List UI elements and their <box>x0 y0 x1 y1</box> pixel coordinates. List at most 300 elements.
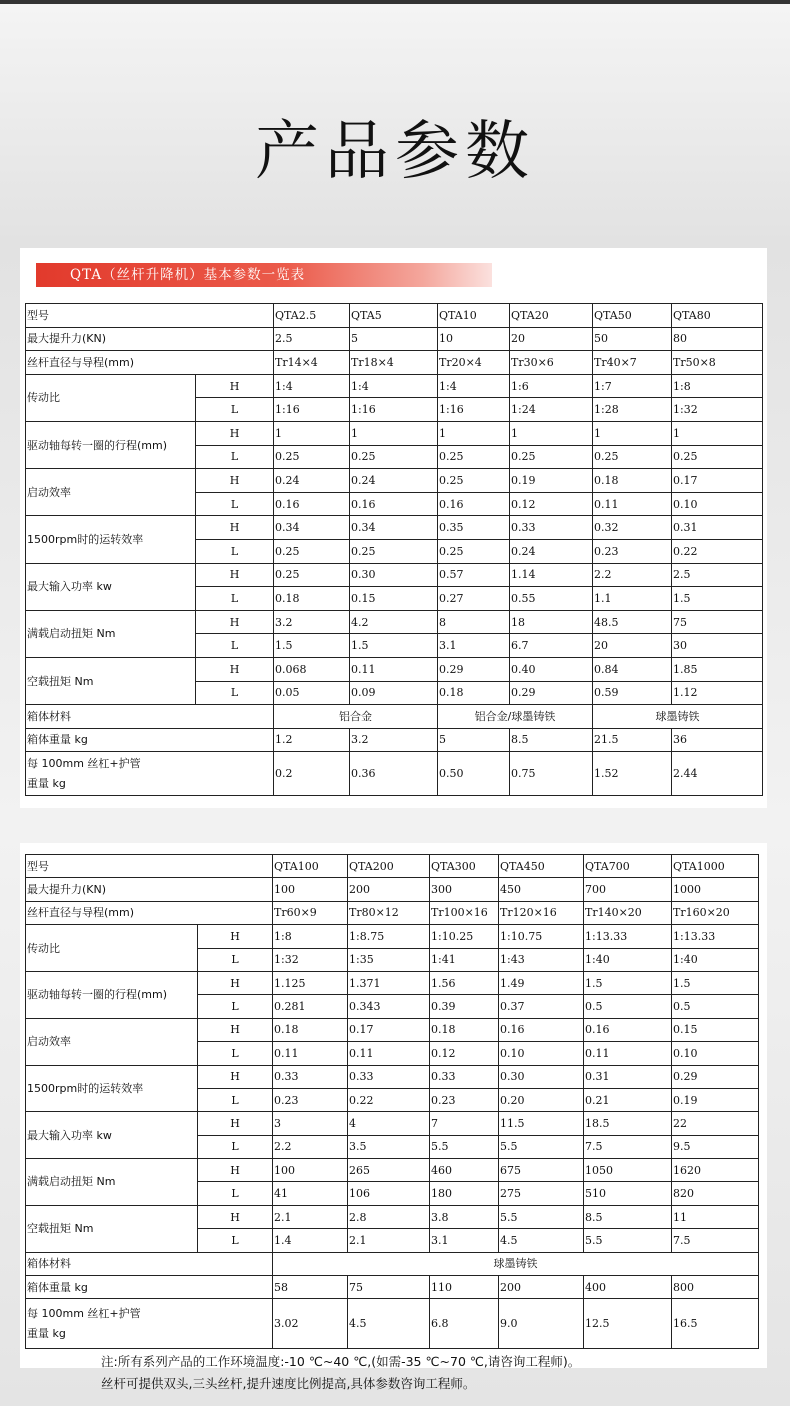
model-cell: QTA1000 <box>672 855 759 878</box>
table-cell: 100 <box>273 1159 348 1182</box>
table-cell: 700 <box>584 878 672 901</box>
table-cell: 0.11 <box>350 657 438 681</box>
note-line: 注:所有系列产品的工作环境温度:-10 ℃~40 ℃,(如需-35 ℃~70 ℃,请咨询工程师)。 <box>101 1354 581 1369</box>
table-cell: 9.5 <box>672 1135 759 1158</box>
table-cell: 18.5 <box>584 1112 672 1135</box>
table-cell: 0.36 <box>350 752 438 796</box>
table-cell: 460 <box>430 1159 499 1182</box>
table-cell: 450 <box>499 878 584 901</box>
table-cell: 3.1 <box>430 1229 499 1252</box>
hl-label: L <box>198 1135 273 1158</box>
model-cell: QTA700 <box>584 855 672 878</box>
table-cell: 1 <box>593 421 672 445</box>
table-cell: 0.25 <box>350 539 438 563</box>
table-cell: 1.5 <box>350 634 438 658</box>
table-cell: 265 <box>348 1159 430 1182</box>
table-cell: 1 <box>510 421 593 445</box>
table-cell: 820 <box>672 1182 759 1205</box>
model-cell: QTA2.5 <box>274 304 350 328</box>
hl-label: H <box>198 925 273 948</box>
table-cell: 0.55 <box>510 587 593 611</box>
table-cell: 7 <box>430 1112 499 1135</box>
table-cell: 1 <box>672 421 763 445</box>
table-cell: 0.10 <box>672 1042 759 1065</box>
table-cell: 0.17 <box>348 1018 430 1041</box>
table-cell: 18 <box>510 610 593 634</box>
table-row <box>26 705 763 729</box>
table-cell: 2.8 <box>348 1205 430 1228</box>
table-cell: 0.20 <box>499 1088 584 1111</box>
row-label: 箱体重量 kg <box>26 728 274 752</box>
table-row <box>26 516 763 540</box>
table-cell: 0.34 <box>274 516 350 540</box>
table-cell: 0.11 <box>348 1042 430 1065</box>
table-cell: 0.17 <box>672 469 763 493</box>
table-cell: Tr120×16 <box>499 901 584 924</box>
table-cell: 0.22 <box>672 539 763 563</box>
model-cell: QTA300 <box>430 855 499 878</box>
table-cell: 0.23 <box>593 539 672 563</box>
table-banner: QTA（丝杆升降机）基本参数一览表 <box>36 263 492 287</box>
table-cell: 1.5 <box>672 971 759 994</box>
material-cell: 铝合金/球墨铸铁 <box>438 705 593 729</box>
table-cell: 0.25 <box>672 445 763 469</box>
table-cell: 0.24 <box>350 469 438 493</box>
table-cell: 1:16 <box>438 398 510 422</box>
table-cell: 1:13.33 <box>584 925 672 948</box>
table-cell: 0.10 <box>672 492 763 516</box>
table-cell: 0.25 <box>510 445 593 469</box>
row-label: 箱体材料 <box>26 1252 273 1275</box>
table-cell: Tr160×20 <box>672 901 759 924</box>
table-row <box>26 1252 759 1275</box>
table-cell: 0.50 <box>438 752 510 796</box>
table-row <box>26 878 759 901</box>
hl-label: H <box>198 1159 273 1182</box>
row-label: 驱动轴每转一圈的行程(mm) <box>26 421 196 468</box>
hl-label: L <box>198 948 273 971</box>
hl-label: L <box>198 1042 273 1065</box>
hl-label: L <box>196 539 274 563</box>
table-row <box>26 752 763 796</box>
table-cell: 1 <box>274 421 350 445</box>
table-cell: 0.33 <box>273 1065 348 1088</box>
table-cell: 1:16 <box>274 398 350 422</box>
table-cell: 41 <box>273 1182 348 1205</box>
hl-label: L <box>198 1229 273 1252</box>
table-cell: Tr14×4 <box>274 351 350 375</box>
table-cell: 1.56 <box>430 971 499 994</box>
table-cell: 1.49 <box>499 971 584 994</box>
table-cell: 1.4 <box>273 1229 348 1252</box>
table-cell: 0.18 <box>273 1018 348 1041</box>
table-row <box>26 901 759 924</box>
table-cell: 1:7 <box>593 374 672 398</box>
table-cell: 1:4 <box>350 374 438 398</box>
table-cell: Tr100×16 <box>430 901 499 924</box>
table-cell: 1:35 <box>348 948 430 971</box>
table-cell: 0.29 <box>510 681 593 705</box>
material-cell: 球墨铸铁 <box>273 1252 759 1275</box>
table-cell: 75 <box>672 610 763 634</box>
table-row <box>26 1065 759 1088</box>
table-cell: 1.5 <box>584 971 672 994</box>
table-row <box>26 304 763 328</box>
table-cell: 0.12 <box>510 492 593 516</box>
table-cell: 5.5 <box>499 1205 584 1228</box>
table-cell: 3.2 <box>274 610 350 634</box>
table-cell: 0.16 <box>584 1018 672 1041</box>
table-cell: 3 <box>273 1112 348 1135</box>
table-row <box>26 1299 759 1349</box>
table-cell: 4 <box>348 1112 430 1135</box>
table-cell: 0.15 <box>350 587 438 611</box>
table-cell: 0.33 <box>348 1065 430 1088</box>
table-cell: 0.57 <box>438 563 510 587</box>
table-cell: 1:13.33 <box>672 925 759 948</box>
table-cell: 1.125 <box>273 971 348 994</box>
table-cell: 0.343 <box>348 995 430 1018</box>
model-cell: QTA10 <box>438 304 510 328</box>
row-label: 最大提升力(KN) <box>26 327 274 351</box>
row-label: 1500rpm时的运转效率 <box>26 516 196 563</box>
table-cell: 1.5 <box>672 587 763 611</box>
table-cell: 0.22 <box>348 1088 430 1111</box>
table-cell: 0.281 <box>273 995 348 1018</box>
table-cell: 50 <box>593 327 672 351</box>
table-cell: 110 <box>430 1276 499 1299</box>
table-cell: 0.18 <box>430 1018 499 1041</box>
row-label: 型号 <box>26 855 273 878</box>
table-cell: 1:16 <box>350 398 438 422</box>
table-row <box>26 610 763 634</box>
table-cell: 8.5 <box>510 728 593 752</box>
table-cell: 1:6 <box>510 374 593 398</box>
table-cell: 0.23 <box>273 1088 348 1111</box>
table-cell: 2.5 <box>274 327 350 351</box>
table-cell: 0.09 <box>350 681 438 705</box>
table-cell: 1.1 <box>593 587 672 611</box>
table-cell: 2.2 <box>593 563 672 587</box>
table-cell: 0.16 <box>499 1018 584 1041</box>
table-cell: Tr80×12 <box>348 901 430 924</box>
table-row <box>26 1159 759 1182</box>
hl-label: L <box>196 492 274 516</box>
table-cell: 0.25 <box>593 445 672 469</box>
hl-label: L <box>196 587 274 611</box>
table-cell: 12.5 <box>584 1299 672 1349</box>
table-cell: 0.21 <box>584 1088 672 1111</box>
table-cell: 1050 <box>584 1159 672 1182</box>
table-cell: 36 <box>672 728 763 752</box>
row-label: 型号 <box>26 304 274 328</box>
table-cell: 2.1 <box>273 1205 348 1228</box>
model-cell: QTA50 <box>593 304 672 328</box>
table-cell: 9.0 <box>499 1299 584 1349</box>
table-cell: 1:8 <box>672 374 763 398</box>
model-cell: QTA20 <box>510 304 593 328</box>
table-cell: 1.12 <box>672 681 763 705</box>
table-cell: 180 <box>430 1182 499 1205</box>
hl-label: H <box>198 971 273 994</box>
table-cell: 0.25 <box>274 539 350 563</box>
table-cell: 1:43 <box>499 948 584 971</box>
table-cell: 1.52 <box>593 752 672 796</box>
table-row <box>26 971 759 994</box>
table-cell: 5.5 <box>499 1135 584 1158</box>
table-cell: 1.5 <box>274 634 350 658</box>
row-label: 传动比 <box>26 925 198 972</box>
table-cell: 10 <box>438 327 510 351</box>
table-cell: 20 <box>593 634 672 658</box>
table-cell: 22 <box>672 1112 759 1135</box>
row-label: 启动效率 <box>26 1018 198 1065</box>
hl-label: H <box>196 657 274 681</box>
table-cell: 21.5 <box>593 728 672 752</box>
table-cell: 8.5 <box>584 1205 672 1228</box>
model-cell: QTA450 <box>499 855 584 878</box>
table-row <box>26 1018 759 1041</box>
row-label <box>26 1299 273 1349</box>
table-cell: 0.31 <box>584 1065 672 1088</box>
table-cell: 1:8.75 <box>348 925 430 948</box>
table-cell: 1.14 <box>510 563 593 587</box>
table-cell: 0.18 <box>438 681 510 705</box>
row-label: 箱体材料 <box>26 705 274 729</box>
table-cell: 4.5 <box>499 1229 584 1252</box>
table-cell: 0.16 <box>438 492 510 516</box>
table-cell: 1.2 <box>274 728 350 752</box>
table-cell: 510 <box>584 1182 672 1205</box>
model-cell: QTA5 <box>350 304 438 328</box>
table-cell: 0.30 <box>350 563 438 587</box>
table-cell: 2.2 <box>273 1135 348 1158</box>
table-cell: 1.85 <box>672 657 763 681</box>
hl-label: H <box>198 1065 273 1088</box>
spec-table-1 <box>25 303 763 796</box>
table-cell: 0.25 <box>438 469 510 493</box>
table-cell: 1.371 <box>348 971 430 994</box>
row-label-line: 重量 kg <box>27 1326 66 1340</box>
hl-label: H <box>196 374 274 398</box>
table-cell: 3.5 <box>348 1135 430 1158</box>
table-cell: 0.31 <box>672 516 763 540</box>
table-cell: 2.1 <box>348 1229 430 1252</box>
table-cell: 4.5 <box>348 1299 430 1349</box>
table-cell: 0.39 <box>430 995 499 1018</box>
table-cell: 16.5 <box>672 1299 759 1349</box>
table-cell: Tr30×6 <box>510 351 593 375</box>
table-cell: 2.5 <box>672 563 763 587</box>
table-cell: 275 <box>499 1182 584 1205</box>
table-cell: 0.25 <box>438 445 510 469</box>
model-cell: QTA200 <box>348 855 430 878</box>
table-row <box>26 1205 759 1228</box>
table-row <box>26 327 763 351</box>
row-label: 丝杆直径与导程(mm) <box>26 901 273 924</box>
table-cell: 0.23 <box>430 1088 499 1111</box>
hl-label: H <box>196 610 274 634</box>
table-cell: 11.5 <box>499 1112 584 1135</box>
table-cell: 0.18 <box>274 587 350 611</box>
table-cell: 0.75 <box>510 752 593 796</box>
table-cell: 106 <box>348 1182 430 1205</box>
table-cell: Tr20×4 <box>438 351 510 375</box>
row-label: 启动效率 <box>26 469 196 516</box>
table-cell: 58 <box>273 1276 348 1299</box>
table-cell: 1:40 <box>584 948 672 971</box>
table-cell: 1000 <box>672 878 759 901</box>
table-cell: 0.19 <box>510 469 593 493</box>
row-label: 满载启动扭矩 Nm <box>26 1159 198 1206</box>
table-cell: 675 <box>499 1159 584 1182</box>
table-cell: 1620 <box>672 1159 759 1182</box>
hl-label: L <box>196 634 274 658</box>
row-label: 最大提升力(KN) <box>26 878 273 901</box>
hl-label: H <box>198 1205 273 1228</box>
table-cell: 3.1 <box>438 634 510 658</box>
table-row <box>26 925 759 948</box>
hl-label: H <box>198 1018 273 1041</box>
table-cell: 1:28 <box>593 398 672 422</box>
hl-label: H <box>196 563 274 587</box>
table-cell: 80 <box>672 327 763 351</box>
table-row <box>26 563 763 587</box>
table-cell: 0.18 <box>593 469 672 493</box>
hl-label: L <box>198 1182 273 1205</box>
table-cell: 5.5 <box>430 1135 499 1158</box>
table-cell: 0.05 <box>274 681 350 705</box>
table-cell: 48.5 <box>593 610 672 634</box>
row-label: 最大输入功率 kw <box>26 563 196 610</box>
table-cell: 4.2 <box>350 610 438 634</box>
table-cell: 1:8 <box>273 925 348 948</box>
table-cell: 2.44 <box>672 752 763 796</box>
table-cell: Tr40×7 <box>593 351 672 375</box>
table-cell: 200 <box>348 878 430 901</box>
table-row <box>26 1112 759 1135</box>
table-row <box>26 374 763 398</box>
table-cell: 0.11 <box>273 1042 348 1065</box>
table-cell: 75 <box>348 1276 430 1299</box>
row-label: 最大输入功率 kw <box>26 1112 198 1159</box>
table-row <box>26 855 759 878</box>
table-cell: 3.2 <box>350 728 438 752</box>
table-cell: 200 <box>499 1276 584 1299</box>
row-label: 驱动轴每转一圈的行程(mm) <box>26 971 198 1018</box>
table-row <box>26 421 763 445</box>
row-label <box>26 752 274 796</box>
table-cell: 0.33 <box>510 516 593 540</box>
notes <box>101 1351 781 1395</box>
table-cell: 11 <box>672 1205 759 1228</box>
table-cell: 0.29 <box>438 657 510 681</box>
table-cell: 0.35 <box>438 516 510 540</box>
table-cell: 1:10.25 <box>430 925 499 948</box>
table-cell: 0.32 <box>593 516 672 540</box>
table-cell: 0.25 <box>350 445 438 469</box>
table-cell: 0.40 <box>510 657 593 681</box>
table-cell: 0.29 <box>672 1065 759 1088</box>
table-row <box>26 469 763 493</box>
table-cell: 300 <box>430 878 499 901</box>
hl-label: H <box>196 421 274 445</box>
table-cell: 0.068 <box>274 657 350 681</box>
hl-label: L <box>196 445 274 469</box>
table-cell: 0.15 <box>672 1018 759 1041</box>
hl-label: L <box>196 681 274 705</box>
table-cell: 0.25 <box>274 445 350 469</box>
table-cell: 1:4 <box>274 374 350 398</box>
table-cell: 7.5 <box>584 1135 672 1158</box>
table-cell: 0.25 <box>274 563 350 587</box>
table-cell: 1:10.75 <box>499 925 584 948</box>
table-cell: 0.30 <box>499 1065 584 1088</box>
table-cell: 1:4 <box>438 374 510 398</box>
material-cell: 铝合金 <box>274 705 438 729</box>
model-cell: QTA80 <box>672 304 763 328</box>
table-cell: 20 <box>510 327 593 351</box>
table-cell: 3.02 <box>273 1299 348 1349</box>
row-label: 箱体重量 kg <box>26 1276 273 1299</box>
table-cell: 0.33 <box>430 1065 499 1088</box>
material-cell: 球墨铸铁 <box>593 705 763 729</box>
table-row <box>26 657 763 681</box>
table-cell: 0.19 <box>672 1088 759 1111</box>
table-cell: 1:32 <box>273 948 348 971</box>
table-cell: 5 <box>350 327 438 351</box>
table-cell: 0.10 <box>499 1042 584 1065</box>
table-cell: 6.8 <box>430 1299 499 1349</box>
table-cell: 0.25 <box>438 539 510 563</box>
table-cell: Tr140×20 <box>584 901 672 924</box>
page-title: 产品参数 <box>255 115 535 189</box>
table-cell: Tr18×4 <box>350 351 438 375</box>
hl-label: L <box>196 398 274 422</box>
table-row <box>26 351 763 375</box>
table-cell: 0.24 <box>510 539 593 563</box>
table-cell: 8 <box>438 610 510 634</box>
table-cell: 0.16 <box>350 492 438 516</box>
table-cell: 1 <box>350 421 438 445</box>
table-cell: 0.27 <box>438 587 510 611</box>
table-cell: 1:24 <box>510 398 593 422</box>
table-cell: 0.2 <box>274 752 350 796</box>
table-cell: 3.8 <box>430 1205 499 1228</box>
table-cell: 0.16 <box>274 492 350 516</box>
table-cell: 0.24 <box>274 469 350 493</box>
table-row <box>26 1276 759 1299</box>
table-cell: 1:32 <box>672 398 763 422</box>
table-cell: 400 <box>584 1276 672 1299</box>
table-row <box>26 728 763 752</box>
table-cell: 0.84 <box>593 657 672 681</box>
table-cell: 5 <box>438 728 510 752</box>
table-cell: 0.5 <box>672 995 759 1018</box>
table-cell: 5.5 <box>584 1229 672 1252</box>
table-cell: 800 <box>672 1276 759 1299</box>
table-cell: 0.37 <box>499 995 584 1018</box>
model-cell: QTA100 <box>273 855 348 878</box>
table-cell: Tr60×9 <box>273 901 348 924</box>
note-line: 丝杆可提供双头,三头丝杆,提升速度比例提高,具体参数咨询工程师。 <box>101 1376 476 1391</box>
table-cell: 0.11 <box>593 492 672 516</box>
hl-label: L <box>198 1088 273 1111</box>
hl-label: H <box>198 1112 273 1135</box>
table-cell: 1:41 <box>430 948 499 971</box>
table-cell: 0.11 <box>584 1042 672 1065</box>
row-label-line: 每 100mm 丝杠+护管 <box>27 756 141 770</box>
